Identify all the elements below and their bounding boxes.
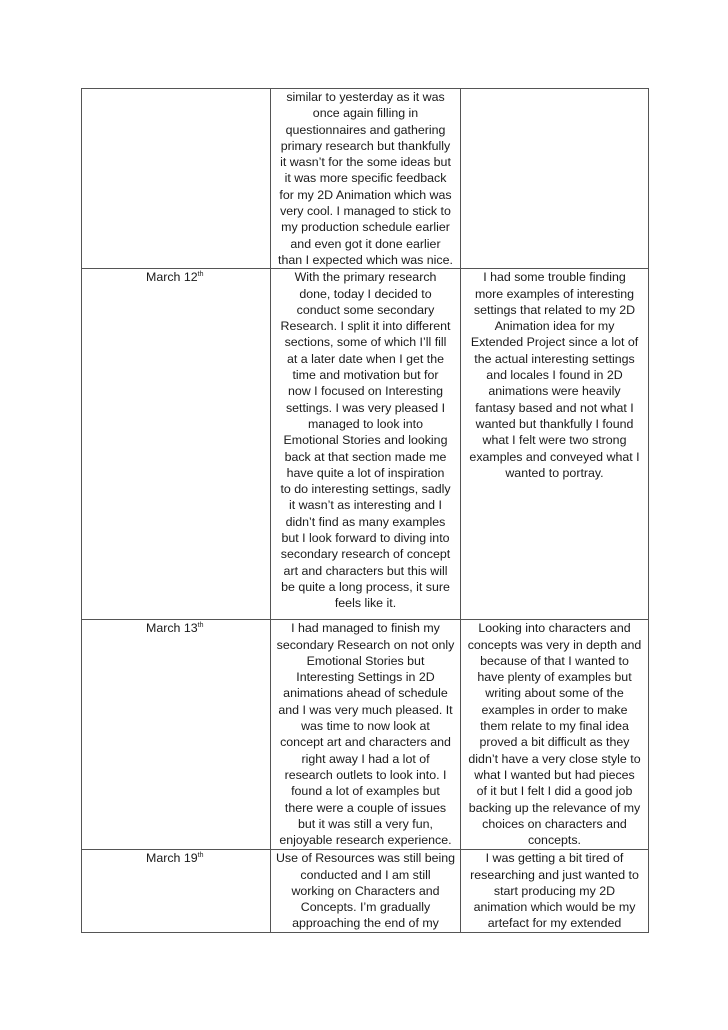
activity-text-line: and even got it done earlier [290,236,441,251]
activity-text-line: have quite a lot of inspiration [286,465,445,480]
reflection-text-line: the actual interesting settings [474,351,635,366]
activity-text-line: back at that section made me [284,449,447,464]
activity-text-line: than I expected which was nice. [278,252,453,267]
reflection-text-line: settings that related to my 2D [473,302,636,317]
table-row [82,850,649,932]
activity-text-line: conducted and I am still [300,867,431,882]
reflection-text-line: researching and just wanted to [470,867,639,882]
date-cell [82,620,271,850]
activity-text-line: Emotional Stories but [306,653,425,668]
date-cell [82,850,271,932]
production-log-table [81,88,649,933]
activity-text-line: it wasn’t for the some ideas but [280,155,451,170]
reflection-text-line: them relate to my final idea [480,719,629,734]
reflection-text-line: animation which would be my [473,900,636,915]
activity-text-line: questionnaires and gathering [285,122,446,137]
reflection-text-line: wanted to portray. [505,465,604,480]
reflection-cell [461,89,649,269]
activity-text-line: Concepts. I’m gradually [300,900,431,915]
activity-text-line: Emotional Stories and looking [283,433,448,448]
reflection-text-line: concepts was very in depth and [467,637,642,652]
table-row [82,620,649,850]
date-text: March 19 [146,851,198,866]
reflection-text-line: and locales I found in 2D [486,368,623,383]
activity-text-line: but it was still a very fun, [298,816,433,831]
activity-text-line: but I look forward to diving into [281,531,450,546]
activity-text-line: approaching the end of my [292,916,439,931]
activity-text-line: Interesting Settings in 2D [296,670,435,685]
activity-text-line: I had managed to finish my [291,621,440,636]
activity-text-line: once again filling in [312,106,419,121]
activity-text-line: my production schedule earlier [281,220,450,235]
reflection-text-line: I was getting a bit tired of [485,851,624,866]
activity-text-line: secondary Research on not only [276,637,455,652]
reflection-text-line: proved a bit difficult as they [479,735,630,750]
activity-text-line: at a later date when I get the [286,351,445,366]
activity-cell [271,620,461,850]
activity-text-line: for my 2D Animation which was [279,187,452,202]
activity-text-line: managed to look into [307,416,424,431]
table-row [82,269,649,620]
reflection-text-line: have plenty of examples but [477,670,632,685]
reflection-cell [461,620,649,850]
reflection-text-line: examples in order to make [481,702,628,717]
reflection-text-line: Animation idea for my [494,319,615,334]
activity-text-line: was time to now look at [301,719,430,734]
reflection-text-line: Looking into characters and [478,621,631,636]
activity-text-line: found a lot of examples but [291,784,440,799]
reflection-text-line: what I wanted but had pieces [474,767,635,782]
reflection-text-line: writing about some of the [485,686,624,701]
date-ordinal-suffix: th [197,271,204,279]
reflection-text-line: animations were heavily [488,384,621,399]
activity-text-line: be quite a long process, it sure [281,579,450,594]
reflection-text-line: what I felt were two strong [482,433,627,448]
activity-text-line: working on Characters and [291,883,440,898]
reflection-text-line: of it but I felt I did a good job [476,784,633,799]
date-ordinal-suffix: th [197,852,204,860]
activity-text-line: and I was very much pleased. It [278,702,453,717]
reflection-text-line: backing up the relevance of my [468,800,641,815]
activity-text-line: secondary research of concept [280,547,451,562]
activity-text-line: didn’t find as many examples [285,514,446,529]
activity-text-line: time and motivation but for [292,368,439,383]
date-cell [82,89,271,269]
activity-cell [271,269,461,620]
reflection-text-line: choices on characters and [482,816,627,831]
activity-text-line: to do interesting settings, sadly [280,482,451,497]
activity-text-line: settings. I was very pleased I [285,400,446,415]
activity-text-line: done, today I decided to [299,286,432,301]
reflection-cell [461,850,649,932]
activity-text-line: now I focused on Interesting [288,384,443,399]
activity-cell [271,89,461,269]
reflection-text-line: start producing my 2D [493,883,616,898]
reflection-cell [461,269,649,620]
reflection-text-line: didn’t have a very close style to [468,751,641,766]
reflection-text-line: because of that I wanted to [480,653,629,668]
activity-text-line: Use of Resources was still being [275,851,456,866]
activity-text-line: enjoyable research experience. [279,833,452,848]
reflection-text-line: I had some trouble finding [483,270,626,285]
date-ordinal-suffix: th [197,622,204,630]
reflection-text-line: examples and conveyed what I [469,449,640,464]
activity-text-line: animations ahead of schedule [283,686,448,701]
activity-text-line: there were a couple of issues [284,800,447,815]
date-text: March 13 [146,621,198,636]
activity-text-line: sections, some of which I’ll fill [284,335,447,350]
activity-text-line: similar to yesterday as it was [286,90,445,104]
reflection-text-line: concepts. [527,833,582,848]
activity-text-line: concept art and characters and [280,735,451,750]
activity-text-line: it wasn’t as interesting and I [289,498,442,513]
table-row [82,89,649,269]
date-text: March 12 [146,270,198,285]
activity-text-line: right away I had a lot of [301,751,430,766]
reflection-text-line: fantasy based and not what I [475,400,634,415]
activity-text-line: primary research but thankfully [280,138,451,153]
activity-text-line: art and characters but this will [283,563,448,578]
activity-text-line: very cool. I managed to stick to [280,204,451,219]
activity-text-line: it was more specific feedback [284,171,447,186]
reflection-text-line: Extended Project since a lot of [470,335,639,350]
date-cell [82,269,271,620]
reflection-text-line: artefact for my extended [487,916,622,931]
activity-cell [271,850,461,932]
activity-text-line: feels like it. [334,596,397,611]
activity-text-line: Research. I split it into different [280,319,451,334]
activity-text-line: conduct some secondary [296,302,435,317]
reflection-text-line: wanted but thankfully I found [475,416,634,431]
activity-text-line: research outlets to look into. I [284,767,447,782]
activity-text-line: With the primary research [294,270,437,285]
reflection-text-line: more examples of interesting [474,286,635,301]
